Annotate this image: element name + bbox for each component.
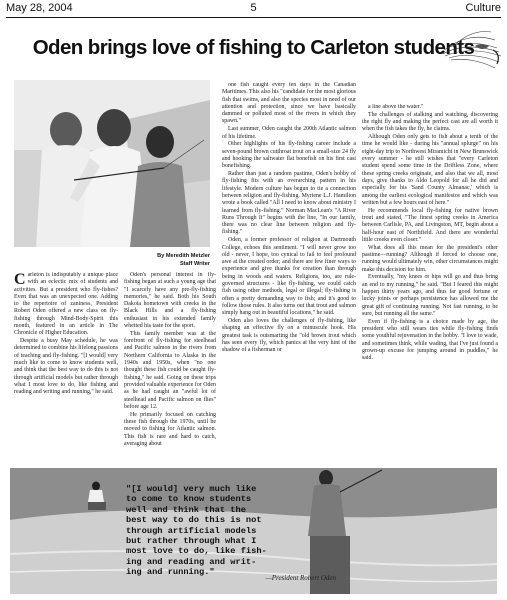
article-paragraph: What does all this mean for the president's other pastime—running? Although if forced to choose one, running would ultimately win, other circumstances might make this decision for him. (362, 244, 498, 273)
byline-role: Staff Writer (179, 261, 210, 267)
article-paragraph: Although Oden only gets to fish about a tenth of the time he would like - during his "annual splurge" on his eight-day trip to Northwest Miramichi in New Brunswick every summer - he still wishes that "every Carleton student spend some time in the Driftless Zone, where these spring creeks originate, and also that we all, most days, give thanks to Aldo Leopold for all he did and especially for his 'Sand County Almanac,' which is among the earliest ecological manifestos and which was written but a few hours east of here." (362, 134, 498, 206)
page-number: 5 (250, 2, 257, 14)
article-column-4 (362, 104, 498, 458)
article-paragraph: He recommends local fly-fishing for native brown trout and stated, "The finest spring creeks in America between Carlisle, PA, and Livingston, MT, begin about a half-hour east of Northfield. And there are wonderful little creeks even closer." (362, 207, 498, 243)
byline-author: By Meredith Metzler (157, 253, 210, 259)
article-paragraph: Rather than just a random pastime, Oden's hobby of fly-fishing fits with an overarching pattern in his lifestyle. Modern culture has begun to tie a connection between religion and fly-fishing. Myriene L.J. Hamilton wrote a book called "All I need to know about ministry I learned from fly-fishing." Norman MacLean's "A River Runs Through It" begins with the line, "In our family, there was no clear line between religion and fly-fishing." (222, 171, 356, 236)
article-paragraph: Last summer, Oden caught the 200th Atlantic salmon of his lifetime. (222, 126, 356, 140)
headline: Oden brings love of fishing to Carleton students (32, 36, 475, 59)
byline (118, 252, 210, 268)
article-column-3 (222, 82, 356, 458)
article-paragraph: one fish caught every ten days in the Canadian Maritimes. This also his "candidate for the most glorious fish that swims, and also the species most in need of our attention and protection, since we have basically dammed or polluted most of the rivers in which they spawn." (222, 82, 356, 125)
masthead-rule (6, 17, 501, 18)
article-paragraph: Eventually, "my knees or hips will go and thus bring an end to my running," he said. "But I feared this might happen thirty years ago, and thus far good fortune or lucky joints or perhaps persistence has allowed me the great gift of continuing running. Not fast running, to be sure, but running all the same." (362, 274, 498, 317)
article-paragraph: He primarily focused on catching these fish through the 1970s, until he moved to fishing for Atlantic salmon. This fish is rare and hard to catch, averaging about (124, 411, 216, 447)
article-paragraph: Despite a busy May schedule, he was determined to combine his lifelong passions of teaching and fly-fishing. "[I would] very much like to come to know students well, and think that the best way to do this is not through artificial models but rather through what I most love to do, like fishing and reading and writing and running," he said. (14, 338, 118, 396)
fishing-fly-illustration (435, 22, 507, 80)
section-name: Culture (465, 2, 501, 14)
article-paragraph: a line above the water." (368, 104, 424, 110)
article-paragraph: This family member was at the forefront of fly-fishing for steelhead and Pacific salmon in the rivers from Northern California to Alaska in the 1940s and 1950s, when "no one thought these fish could be caught fly-fishing," he said. Going on these trips provided valuable experience for Oden as he had caught an "awful lot of steelhead and Pacific salmon on flies" before age 12. (124, 330, 216, 410)
article-paragraph: Oden also loves the challenges of fly-fishing, like shaping an effective fly on a minuscule hook. His greatest task is outsmarting the "old brown trout which has seen every fly, which panics at the very hint of the shadow of a fisherman or (222, 318, 356, 354)
article-column-2 (124, 272, 216, 458)
issue-date: May 28, 2004 (6, 2, 73, 14)
article-paragraph: The challenges of stalking and watching, discovering the right fly and making the perfect cast are all worth it when the fish takes the fly, he claims. (362, 111, 498, 133)
article-paragraph: Carleton is indisputably a unique place with an eclectic mix of students and activities. But a president who fly-fishes? Even that was an unexpected one. Adding to the repertoire of zaniness, President Robert Oden offered a new class on fly-fishing through Mind-Body-Spirit this month, featured in an article in The Chronicle of Higher Education. (14, 272, 118, 337)
article-paragraph: Oden's personal interest in fly-fishing began at such a young age that "I scarcely have any pre-fly-fishing memories," he said. Both his South Dakota hometown with creeks in the Black Hills and a fly-fishing enthusiast in his extended family whetted his taste for the sport. (124, 272, 216, 330)
pull-quote: "[I would] very much like to come to know students well and think that the best way to do this is not through artificial models but rather through what I most love to do, like fish- ing and reading and writ- ing and running." (126, 484, 267, 578)
classroom-photo (14, 80, 210, 247)
article-paragraph: Even if fly-fishing is a choice made by age, the president who still wears ties while fly-fishing finds some youthful rejuvenation in the hobby. "I love to wade, and sometimes think, while wading, that I've just found a grown-up excuse for jumping around in puddles," he said. (362, 318, 498, 362)
masthead (6, 2, 501, 16)
article-paragraph: Oden, a former professor of religion at Dartmouth College, echoes this sentiment. "I will never grow too old - never, I hope, too cynical to fail to feel profound awe at the created order; and there are few finer ways to experience and give thanks for creation than through being in woods and waters. Religions, too, are rule-governed structures - like fly-fishing, we could catch fish using other methods, legal or illegal; fly-fishing is often a pretty demanding way to fish; and it's good to follow those rules. It also turns out that trout and salmon simply hang out in beautiful locations," he said. (222, 237, 356, 317)
pull-quote-attribution: —President Robert Oden (265, 574, 336, 582)
article-column-1 (14, 272, 118, 458)
article-paragraph: Other highlights of his fly-fishing career include a seven-pound brown cutthroat trout on a small-size 24 fly and hooking the saltwater flat bonefish on his first cast bonefishing. (222, 141, 356, 170)
